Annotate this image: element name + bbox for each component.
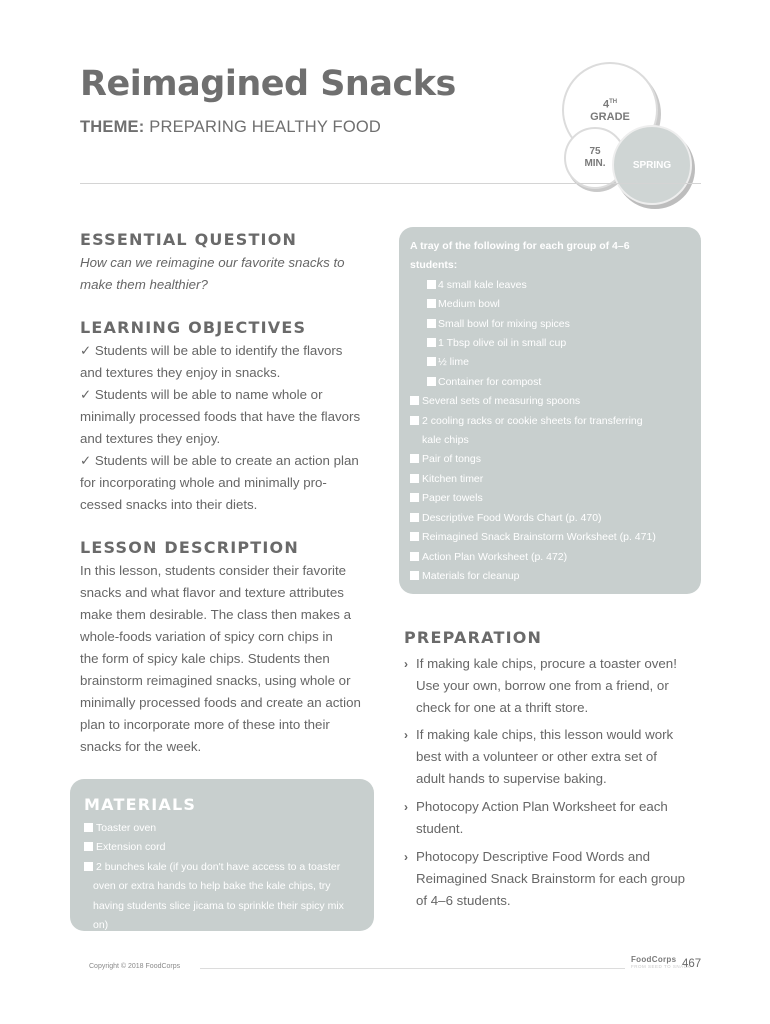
arrow-icon: › [404, 728, 408, 742]
materials-item: Toaster oven [84, 819, 360, 838]
text-line: student. [416, 821, 464, 836]
time-value: 75 [589, 146, 601, 157]
tray-item: Reimagined Snack Brainstorm Worksheet (p. 471) [410, 528, 691, 547]
text-line: If making kale chips, procure a toaster oven! [416, 656, 677, 671]
text-line: ✓ Students will be able to create an action plan [80, 453, 359, 468]
logo-text: FoodCorps [631, 955, 677, 964]
text-line: and textures they enjoy in snacks. [80, 365, 281, 380]
tray-sub-item: 4 small kale leaves [410, 276, 691, 295]
lesson-description-heading: LESSON DESCRIPTION [80, 538, 299, 557]
tray-heading: A tray of the following for each group of 4–6 [410, 240, 630, 252]
tray-item: Kitchen timer [410, 470, 691, 489]
grade-number-line [603, 96, 617, 112]
arrow-icon: › [404, 657, 408, 671]
materials-item: 2 bunches kale (if you don't have access to a toaster [84, 858, 360, 877]
footer-divider [200, 968, 625, 969]
tray-item: Materials for cleanup [410, 567, 691, 586]
grade-suffix: TH [609, 98, 618, 105]
text-line: Use your own, borrow one from a friend, or [416, 678, 669, 693]
text-line: cessed snacks into their diets. [80, 497, 258, 512]
arrow-icon: › [404, 850, 408, 864]
text-line: ✓ Students will be able to identify the flavors [80, 343, 343, 358]
theme-label: THEME: [80, 118, 145, 136]
tray-sub-item: Container for compost [410, 373, 691, 392]
tray-sub-item: ½ lime [410, 353, 691, 372]
tray-item-continued: kale chips [422, 434, 469, 447]
text-line: and textures they enjoy. [80, 431, 221, 446]
tray-item: Several sets of measuring spoons [410, 392, 691, 411]
text-line: of 4–6 students. [416, 893, 511, 908]
grade-label: GRADE [590, 111, 630, 124]
theme-value: PREPARING HEALTHY FOOD [149, 118, 382, 136]
materials-item-continued: having students slice jicama to sprinkle their spicy mix on) [93, 899, 344, 932]
text-line: adult hands to supervise baking. [416, 771, 607, 786]
learning-objectives-text [80, 340, 360, 516]
season-badge [612, 125, 692, 205]
lesson-description-text [80, 560, 361, 758]
text-line: for incorporating whole and minimally pro- [80, 475, 327, 490]
text-line: Photocopy Action Plan Worksheet for each [416, 799, 668, 814]
text-line: whole-foods variation of spicy corn chips in [80, 629, 333, 644]
tray-box [399, 227, 701, 594]
tray-heading: students: [410, 259, 458, 272]
copyright: Copyright © 2018 FoodCorps [89, 963, 181, 970]
text-line: minimally processed foods that have the flavors [80, 409, 361, 424]
text-line: the form of spicy kale chips. Students then [80, 651, 330, 666]
text-line: brainstorm reimagined snacks, using whole or [80, 673, 351, 688]
learning-objectives-heading: LEARNING OBJECTIVES [80, 318, 307, 337]
tray-item: Descriptive Food Words Chart (p. 470) [410, 509, 691, 528]
tray-item: Pair of tongs [410, 450, 691, 469]
text-line: Photocopy Descriptive Food Words and [416, 849, 651, 864]
preparation-item [404, 653, 704, 719]
essential-question-text [80, 252, 345, 296]
tray-item: Action Plan Worksheet (p. 472) [410, 548, 691, 567]
text-line: snacks for the week. [80, 739, 202, 754]
preparation-item [404, 846, 704, 912]
arrow-icon: › [404, 800, 408, 814]
tray-item: Paper towels [410, 489, 691, 508]
text-line: minimally processed foods and create an action [80, 695, 361, 710]
text-line: make them healthier? [80, 277, 208, 292]
time-unit: MIN. [584, 158, 606, 169]
theme-line [80, 118, 381, 137]
materials-box [70, 779, 374, 931]
text-line: make them desirable. The class then makes a [80, 607, 351, 622]
tray-sub-item: 1 Tbsp olive oil in small cup [410, 334, 691, 353]
tray-item: 2 cooling racks or cookie sheets for transferring [410, 412, 691, 431]
text-line: plan to incorporate more of these into their [80, 717, 330, 732]
tray-sub-item: Small bowl for mixing spices [410, 315, 691, 334]
page-number: 467 [682, 958, 702, 970]
text-line: Reimagined Snack Brainstorm for each group [416, 871, 686, 886]
logo-subtext: FROM SEED TO SNACK [631, 964, 691, 969]
text-line: snacks and what flavor and texture attributes [80, 585, 344, 600]
essential-question-heading: ESSENTIAL QUESTION [80, 230, 298, 249]
preparation-heading: PREPARATION [404, 628, 543, 647]
text-line: best with a volunteer or other extra set of [416, 749, 657, 764]
text-line: How can we reimagine our favorite snacks to [80, 255, 345, 270]
materials-item: Extension cord [84, 838, 360, 857]
materials-item-continued: oven or extra hands to help bake the kale chips, try [93, 880, 331, 893]
materials-heading: MATERIALS [84, 795, 197, 814]
text-line: check for one at a thrift store. [416, 700, 589, 715]
preparation-item [404, 796, 704, 840]
text-line: In this lesson, students consider their favorite [80, 563, 347, 578]
preparation-item [404, 724, 704, 790]
text-line: If making kale chips, this lesson would work [416, 727, 674, 742]
grade-number: 4 [602, 98, 610, 111]
page-title: Reimagined Snacks [80, 64, 456, 104]
text-line: ✓ Students will be able to name whole or [80, 387, 323, 402]
tray-sub-item: Medium bowl [410, 295, 691, 314]
header-divider [80, 183, 701, 184]
season-label: SPRING [632, 159, 672, 171]
